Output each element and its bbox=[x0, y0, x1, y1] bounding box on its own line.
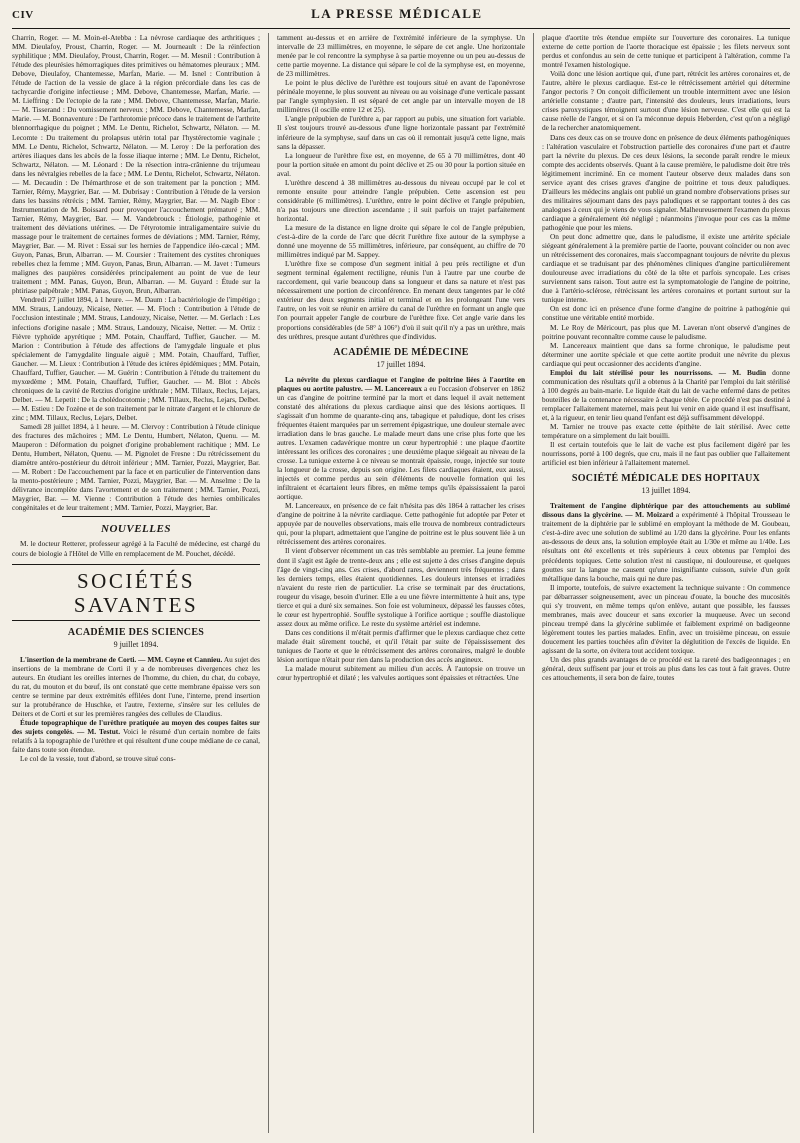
col3-para-1: plaque d'aortite très étendue empiète sur l'ouverture des coronaires. La tunique externe de cette portion de l'aorte thoracique est épaissie ; les filets nerveux sont perdus et confondus au sein de cette tunique et participent à l'altération, comme l'a montré l'examen histologique. bbox=[542, 33, 790, 70]
col3-para-3: Dans ces deux cas on se trouve donc en présence de deux éléments pathogéniques : l'altération vasculaire et l'obstruction partielle des coronaires d'une part et d'autre part la névrite du plexus. De ces deux lésions, la seconde paraît rendre le mieux compte des accidents observés. Quant à la cause première, le paludisme doit être très légitimement incriminé. En ce moment l'auteur observe deux malades dans son service ayant des crises graves d'angine de poitrine et tous deux paludiques. D'ailleurs les médecins anglais ont publié un grand nombre d'observations prises sur des militaires séjournant dans des pays paludiques et se rapportant toutes à des cas analogues à ceux qui je viens de vous signaler. Malheureusement l'examen du plexus cardiaque a généralement été négligé ; néanmoins j'invoque pour ces cas la même pathogénie que pour les miens. bbox=[542, 132, 790, 232]
corti-text: Au sujet des insertions de la membrane de Corti il y a de nombreuses divergences chez les auteurs. En étudiant les oreilles internes de l'homme, du chien, du chat, du cobaye, du rat, du mouton et du bœuf, ils ont constaté que cette membrane épaisse vers son centre se termine par deux extrémités effilées dont l'une, l'interne, prend insertion sur la protubérance de Huschke, et l'autre, l'externe, s'insère sur les cellules de Deiters et de Corti et sur les premières rangées des cellules de Claudius. bbox=[12, 654, 261, 718]
diphterie-title: Traitement de l'angine diphtérique par des attouchements au sublimé dissous dans la glycérine. — M. Moizard bbox=[542, 501, 790, 520]
plexus-text: a eu l'occasion d'observer en 1862 un cas d'angine de poitrine terminé par la mort et dans lequel il avait nettement constaté des altérations du plexus cardiaque ainsi que des lésions aortiques. Il s'agissait d'un homme de quarante-cinq ans, tabagique et paludique, dont les crises fréquentes étaient marquées par un serrement épigastrique, une douleur sternale avec irradiation dans le bras gauche. Le malade meurt dans une crise plus forte que les autres. L'examen cadavérique montre un cœur hypertrophié : une plaque d'aortite intéressant les orifices des coronaires ; une deuxième plaque siégeait au niveau de la crosse. La tunique externe à ce niveau se montrait épaissie, rouge, injectée sur toute la longueur de la crosse, depuis son origine. Les filets cardiaques étaient, eux aussi, injectés et comme perdus au sein d'éléments de nouvelle formation qui les infiltraient et écartaient leurs fibres, en même temps qu'ils épaississaient la paroi aortique. bbox=[277, 383, 526, 502]
col3-para-10: Il importe, toutefois, de suivre exactement la technique suivante : On commence par débarrasser soigneusement, avec un pinceau d'ouate, la bouche des mucosités qui s'y trouvent, en même temps qu'on enlève, autant que possible, les fausses membranes, mais avec douceur et sans excorier la muqueuse. Avec un second pinceau trempé dans la glycérine sublimée et faiblement exprimé on badigeonne légèrement toutes les parties malades. Enfin, avec un troisième pinceau, on essuie doucement les parties touchées afin d'éviter la déglutition de l'excès de liquide. En agissant de la sorte, on évitera tout accident toxique. bbox=[542, 582, 790, 655]
page-number: CIV bbox=[12, 9, 34, 21]
thesis-list: Charrin, Roger. — M. Moin-el-Atebba : La névrose cardiaque des arthritiques ; MM. Dieulafoy, Proust, Charrin, Roger. — M. Journeault : De la réinfection syphilitique ; MM. Dieulafoy, Proust, Charrin, Roger. — M. Mesnil : Contribution à l'étude des pleurésies hémorragiques dites primitives ou hématomes pleuraux ; MM. Debove, Dieulafoy, Chantemesse, Marfan, Marie. — M. Isnel : Contribution à l'étude de l'action de la vessie de glace à la région précordiale dans les cas de tachycardie d'origine infectieuse ; MM. Debove, Chantemesse, Marfan, Marie. — M. Lieffring : De l'ectopie de la rate ; MM. Debove, Chantemesse, Marfan, Marie. — M. Tisserand : Du vomissement nerveux ; MM. Debove, Chantemesse, Marfan, Marie. — M. Bonnaventure : De l'arthrotomie précoce dans le traitement de l'arthrite blennorrhagique du poignet ; MM. Le Dentu, Richelot, Schwartz, Nélaton. — M. Lecomte : Du traitement du prolapsus utérin total par l'hystérectomie vaginale ; MM. Le Dentu, Richelot, Schwartz, Nélaton. — M. Leroy : De la perforation des artères iliaques dans les abcès de la fosse iliaque interne ; MM. Le Dentu, Richelot, Schwartz, Nélaton. — M. Léonard : De la résection intra-crânienne du trijumeau dans les névralgies rebelles de la face ; MM. Le Dentu, Richelot, Schwartz, Nélaton. — M. Decaudin : De l'hémarthrose et de son traitement par la ponction ; MM. Tarnier, Rémy, Maygrier, Bar. — M. Dubrisay : Contribution à l'étude de la version dans les bassins rétrécis ; MM. Tarnier, Rémy, Maygrier, Bar. — M. Nagib Ebor : Instrumentation de M. Boissard pour provoquer l'accouchement prématuré ; MM. Tarnier, Rémy, Maygrier, Bar. — M. Vandebrouck : Étiologie, pathogénie et traitement des déviations utérines. — De l'étyrotomie intraligamentaire suivie du massage pour le traitement de certaines formes de déviations ; MM. Tarnier, Rémy, Maygrier, Bar. — M. Rivet : Essai sur les hernies de l'appendice iléo-cæcal ; MM. Guyon, Panas, Brun, Albarran. — M. Coursier : Traitement des cystites chroniques rebelles chez la femme ; MM. Guyon, Panas, Brun, Albarran. — M. Javet : Tumeurs malignes des paupières considérées principalement au point de vue de leur traitement ; MM. Panas, Guyon, Brun, Albarran. — M. Guyard : Étude sur la phtiriase palpébrale ; MM. Panas, Guyon, Brun, Albarran. bbox=[12, 33, 261, 296]
col2-para-11: La malade mourut subitement au milieu d'un accès. À l'autopsie on trouve un cœur hypertrophié et dilaté ; les valvules aortiques sont épaissies et rétractées. Une bbox=[277, 664, 526, 683]
col2-para-8: M. Lancereaux, en présence de ce fait n'hésita pas dès 1864 à rattacher les crises d'angine de poitrine à la névrite cardiaque. Cette pathogénie fut adoptée par Peter et appuyée par de nouvelles observations, mais elle trouva de nombreux contradicteurs qui, pour la plupart, admettaient que l'angine de poitrine est le plus souvent liée à un rétrécissement des artères coronaires. bbox=[277, 501, 526, 547]
lait-title: Emploi du lait stérilisé pour les nourrissons. — M. Budin bbox=[550, 367, 767, 377]
academie-sciences-heading: ACADÉMIE DES SCIENCES bbox=[67, 626, 205, 638]
col3-para-5: On est donc ici en présence d'une forme d'angine de poitrine à pathogénie qui constitue une véritable entité morbide. bbox=[542, 304, 790, 323]
lait-text: donne communication des résultats qu'il a obtenus à la Charité par l'emploi du lait stérilisé à 100 degrés au bain-marie. Le liquide était du lait de vache enfermé dans de petites bouteilles de la contenance nécessaire à chaque tétée. Ce procédé n'est pas destiné à remplacer l'allaitement maternel, mais peut lui venir en aide quand il est insuffisant, et, à la rigueur, en tenir lieu quand l'enfant est déjà suffisamment développé. bbox=[542, 367, 790, 422]
col2-para-2: Le point le plus déclive de l'urèthre est toujours situé en avant de l'aponévrose périnéale moyenne, le plus souvent au niveau ou au voisinage d'une verticale passant par l'angle symphysien. Il est séparé de cet angle par un intervalle moyen de 18 millimètres (il oscille entre 12 et 25). bbox=[277, 78, 526, 115]
column-2 bbox=[277, 33, 525, 1133]
thesis-friday: Vendredi 27 juillet 1894, à 1 heure. — M. Daum : La bactériologie de l'impétigo ; MM. Straus, Landouzy, Nicaise, Netter. — M. Floch : Contribution à l'étude de l'occlusion intestinale ; MM. Straus, Landouzy, Nicaise, Netter. — M. Gerlach : Les infections d'origine nasale ; MM. Straus, Landouzy, Nicaise, Netter. — M. Ortiz : Fièvre typhoïde apyrétique ; MM. Potain, Chauffard, Tuffier, Gaucher. — M. Marion : Contribution à l'étude des affections de l'amygdale linguale et plus spécialement de l'amygdalite linguale aiguë ; MM. Potain, Chauffard, Tuffier, Gaucher. — M. Lieux : Contribution à l'étude des ictères épidémiques ; MM. Potain, Chauffard, Tuffier, Gaucher. — M. Guérin : Contribution à l'étude du traitement du myxœdème ; MM. Potain, Chauffard, Tuffier, Gaucher. — M. Blot : Abcès chroniques de la cavité de Retzius d'origine uréthrale ; MM. Tillaux, Reclus, Lejars, Delbet. — M. Lepetit : De la cholédocotomie ; MM. Tillaux, Reclus, Lejars, Delbet. — M. Estieu : De l'ozène et de son traitement par le nitrate d'argent et le chlorure de zinc ; MM. Tillaux, Reclus, Lejars, Delbet. bbox=[12, 295, 261, 422]
nouvelles-text: M. le docteur Retterer, professeur agrégé à la Faculté de médecine, est chargé du cours de biologie à l'Hôtel de Ville en remplacement de M. Pouchet, décédé. bbox=[12, 539, 261, 558]
text-columns bbox=[12, 33, 790, 1133]
uretre-text: Voici le résumé d'un certain nombre de faits relatifs à la topographie de l'urèthre et qui résultent d'une coupe médiane de ce canal, faite dans toute son étendue. bbox=[12, 726, 261, 755]
col3-para-7: M. Lancereaux maintient que dans sa forme chronique, le paludisme peut déterminer une aortite spéciale et que cette aortite produit une névrite du plexus cardiaque qui peut occasionner des accidents d'angine. bbox=[542, 340, 790, 368]
col3-para-8: M. Tarnier ne trouve pas exacte cette épithète de lait stérilisé. Avec cette température on a simplement du lait bouilli. bbox=[542, 422, 790, 441]
col2-para-7: L'urèthre fixe se compose d'un segment initial à peu près rectiligne et d'un segment terminal également rectiligne, réunis l'un à l'autre par une courbe de raccordement, qui varie beaucoup dans sa longueur et dans sa nature et n'est pas nécessairement une portion de circonférence. En menant deux tangentes par le côté extérieur des deux segments initial et terminal et en les prolongeant l'une vers l'autre, on les voit se réunir en arrière du canal de l'urèthre en formant un angle que l'on pourrait appeler l'angle de courbure de l'urèthre fixe. Cet angle varie dans les proportions considérables (de 58° à 106°) d'où il suit qu'il n'y a pas un urèthre, mais des urèthres, presque autant d'urèthres que d'individus. bbox=[277, 259, 526, 341]
col3-para-9: Il est certain toutefois que le lait de vache est plus facilement digéré par les nourrissons, porté à 100 degrés, que cru, mais il ne faut pas oublier que l'allaitement artificiel est bien inférieur à l'allaitement maternel. bbox=[542, 440, 790, 468]
plexus-title: La névrite du plexus cardiaque et l'angine de poitrine liées à l'aortite en plaques ou aortite palustre. — M. Lancereaux bbox=[277, 374, 526, 393]
hopitaux-heading: SOCIÉTÉ MÉDICALE DES HOPITAUX bbox=[571, 473, 761, 485]
col3-para-4: On peut donc admettre que, dans le paludisme, il existe une artérite spéciale siégeant généralement à la première partie de l'aorte, pouvant coïncider ou non avec un rétrécissement des coronaires, mais s'accompagnant toujours de névrite du plexus cardiaque et se traduisant par des phénomènes cliniques d'angine particulièrement douloureuse avec irradiations du côté de la tête et parfois syncopale. Les crises surviennent sans raison. Tout autre est la symptomatologie de l'angine de poitrine, due à l'artério-sclérose, rétrécissant les artères coronaires et portant surtout sur la tunique interne. bbox=[542, 232, 790, 305]
col2-para-3: L'angle prépubien de l'urèthre a, par rapport au pubis, une situation fort variable. Il s'est toujours trouvé au-dessous d'une ligne horizontale passant par l'extrémité inférieure de la symphyse, sauf dans un cas où il remontait jusqu'à cette ligne, mais sans la dépasser. bbox=[277, 114, 526, 151]
col2-para-5: L'urèthre descend à 38 millimètres au-dessous du niveau occupé par le col et remonte ensuite pour atteindre l'angle prépubien. Cette ascension est peu considérable (6 millimètres). L'urèthre, entre le point déclive et l'angle prépubien, n'a pas toujours une direction ascendante ; il suit parfois un trajet parfaitement horizontal. bbox=[277, 177, 526, 223]
uretre-title: Étude topographique de l'urèthre pratiquée au moyen des coupes faites sur des sujets congelés. — M. Testut. bbox=[12, 717, 261, 736]
academie-medecine-date: 17 juillet 1894. bbox=[376, 359, 426, 369]
corti-title: L'insertion de la membrane de Corti. — MM. Coyne et Cannieu. bbox=[20, 654, 223, 664]
nouvelles-heading: NOUVELLES bbox=[101, 523, 171, 536]
col2-para-1: tamment au-dessus et en arrière de l'extrémité inférieure de la symphyse. Un intervalle de 23 millimètres, en moyenne, le sépare de cet angle. Une horizontale menée par le col rencontre la symphyse à sa partie moyenne ou un peu au-dessus de cette partie moyenne. La distance qui sépare le col de la symphyse est, en moyenne, de 23 millimètres. bbox=[277, 33, 526, 79]
running-head bbox=[12, 6, 790, 29]
col2-para-4: La longueur de l'urèthre fixe est, en moyenne, de 65 à 70 millimètres, dont 40 pour la portion située en amont du point déclive et 25 ou 30 pour la portion située en aval. bbox=[277, 150, 526, 178]
thesis-saturday: Samedi 28 juillet 1894, à 1 heure. — M. Clervoy : Contribution à l'étude clinique des fractures des mâchoires ; MM. Le Dentu, Humbert, Nélaton, Quenu. — M. Mauperon : Déformation du poignet d'origine probablement rachitique ; MM. Le Dentu, Humbert, Nélaton, Quenu. — M. Pignolet de Fresne : Du rétrécissement du diamètre antéro-postérieur du détroit inférieur ; MM. Tarnier, Pozzi, Maygrier, Bar. — M. Robert : De l'accouchement par la face et en particulier de l'intervention dans la mento-postérieure ; MM. Tarnier, Pozzi, Maygrier, Bar. — M. Anselme : De la délivrance incomplète dans l'avortement et de son traitement ; MM. Tarnier, Pozzi, Maygrier, Bar. — M. Vienne : Contribution à l'étude des hernies ombilicales congénitales et de leur traitement ; MM. Tarnier, Pozzi, Maygrier, Bar. bbox=[12, 422, 261, 513]
column-1 bbox=[12, 33, 260, 1133]
column-3 bbox=[542, 33, 790, 1133]
academie-sciences-date: 9 juillet 1894. bbox=[113, 639, 159, 649]
col2-para-10: Dans ces conditions il m'était permis d'affirmer que le plexus cardiaque chez cette malade était sûrement touché, et qu'il l'était par suite de l'épaississement des tuniques de l'aorte et que le rétrécissement des artères coronaires, malgré le double lésion aortique n'était pour rien dans la production des accès angineux. bbox=[277, 627, 526, 665]
col3-para-6: M. Le Roy de Méricourt, pas plus que M. Laveran n'ont observé d'angines de poitrine pouvant reconnaître comme cause le paludisme. bbox=[542, 322, 790, 341]
societes-savantes-heading: SOCIÉTÉS SAVANTES bbox=[12, 564, 260, 621]
col2-para-6: La mesure de la distance en ligne droite qui sépare le col de l'angle prépubien, c'est-à-dire de la corde de l'arc que décrit l'urèthre fixe autour de la symphyse a donné une moyenne de 55 millimètres, inférieure, par conséquent, au chiffre de 70 millimètres indiqué par M. Sappey. bbox=[277, 222, 526, 260]
diphterie-text: a expérimenté à l'hôpital Trousseau le traitement de la diphtérie par le sublimé en employant la méthode de M. Goubeau, c'est-à-dire avec une solution de sublimé au 1/20 dans la glycérine. Pour les enfants au-dessous de deux ans, la solution employée était au 1/30e et même au 1/40e. Les résultats ont été excellents et très supérieurs à ceux obtenus par l'emploi des précédents topiques. Cette solution n'est ni caustique, ni douloureuse, et quelques gouttes sur la langue ne causent qu'une insignifiante cuisson, suivie d'un goût métallique dans la bouche, mais qui ne dure pas. bbox=[542, 510, 790, 583]
uretre-text-2: Le col de la vessie, tout d'abord, se trouve situé cons- bbox=[20, 754, 176, 764]
col2-para-9: Il vient d'observer récemment un cas très semblable au premier. La jeune femme dont il s'agit est âgée de trente-deux ans ; elle est sujette à des crises d'angine depuis l'âge de vingt-cinq ans. Ces crises, d'abord rares, deviennent très fréquentes ; dans les derniers temps, elles étaient quotidiennes. Les douleurs intenses et irradiées n'avaient du reste rien de particulier. La crise se terminait par des éructations, rougeur du visage, besoin d'uriner. Elle a eu une fièvre intermittente à huit ans, type tierce et qui a duré six semaines. Son foie est volumineux, dépassé les fausses côtes, le cœur est hypertrophié. Souffle systolique à l'orifice aortique ; souffle diastolique assez doux au même orifice. Le reste du système artériel est indemne. bbox=[277, 546, 526, 628]
hopitaux-date: 13 juillet 1894. bbox=[641, 486, 691, 496]
col3-para-11: Un des plus grands avantages de ce procédé est la rareté des badigeonnages ; en général, deux suffisent par jour et trois au plus dans les cas tout à fait graves. Outre ces attouchements, il sera bon de faire, toutes bbox=[542, 655, 790, 683]
academie-medecine-heading: ACADÉMIE DE MÉDECINE bbox=[333, 346, 469, 358]
col3-para-2: Voilà donc une lésion aortique qui, d'une part, rétrécit les artères coronaires et, de l'autre, altère le plexus cardiaque. Est-ce le rétrécissement artériel qui détermine l'angor pectoris ? On conçoit difficilement un trouble intermittent avec une lésion artérielle constante ; d'autre part, l'intensité des douleurs, leurs irradiations, leurs crises paroxystiques témoignent surtout d'une lésion nerveuse. C'est elle qui est la cause réelle de l'angor, et si on l'a méconnue depuis Heberden, c'est qu'on a négligé de la rechercher anatomiquement. bbox=[542, 69, 790, 133]
journal-title: LA PRESSE MÉDICALE bbox=[311, 6, 483, 21]
